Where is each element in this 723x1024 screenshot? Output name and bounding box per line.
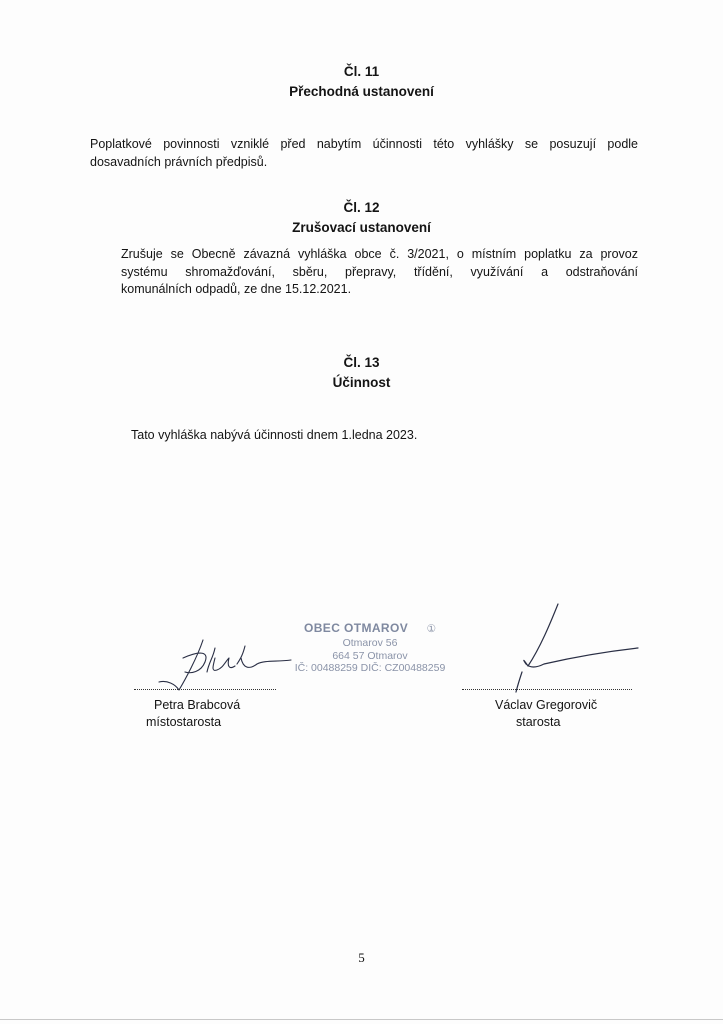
municipal-stamp <box>280 619 460 675</box>
right-signatory-name: Václav Gregorovič <box>495 698 598 712</box>
stamp-address-line-1: Otmarov 56 <box>342 637 398 649</box>
left-signatory-role: místostarosta <box>146 715 222 729</box>
article-11-line-2: dosavadních právních předpisů. <box>90 154 268 169</box>
article-11-line-1: Poplatkové povinnosti vzniklé před nabytím účinnosti této vyhlášky se posuzují podle <box>90 137 638 151</box>
article-12-line-2: systému shromažďování, sběru, přepravy, třídění, využívání a odstraňování <box>121 264 638 279</box>
right-signatory-role: starosta <box>516 715 561 729</box>
stamp-emblem-icon: ① <box>426 623 436 635</box>
article-13-number: Čl. 13 <box>343 355 380 370</box>
page-bottom-edge <box>0 1019 723 1020</box>
article-12-body <box>121 246 638 299</box>
article-11-number: Čl. 11 <box>343 64 380 79</box>
left-signature-image <box>145 628 295 698</box>
article-12-number: Čl. 12 <box>343 200 380 215</box>
right-signature-image <box>500 602 650 694</box>
article-11-body <box>90 136 638 171</box>
article-13-line-1: Tato vyhláška nabývá účinnosti dnem 1.ledna 2023. <box>131 428 418 442</box>
left-signature-line <box>134 689 276 690</box>
article-12-line-1: Zrušuje se Obecně závazná vyhláška obce č. 3/2021, o místním poplatku za provoz <box>121 247 638 261</box>
stamp-address-line-2: 664 57 Otmarov <box>332 649 408 662</box>
article-13-title: Účinnost <box>332 375 391 390</box>
article-13-body <box>131 427 611 445</box>
page-number: 5 <box>358 950 365 965</box>
stamp-ids: IČ: 00488259 DIČ: CZ00488259 <box>294 662 446 674</box>
article-12-line-3: komunálních odpadů, ze dne 15.12.2021. <box>121 282 352 296</box>
left-signatory-name: Petra Brabcová <box>154 698 241 712</box>
article-12-title: Zrušovací ustanovení <box>292 220 431 235</box>
right-signature-line <box>462 689 632 690</box>
stamp-title: OBEC OTMAROV <box>303 621 409 635</box>
article-11-title: Přechodná ustanovení <box>289 84 434 99</box>
